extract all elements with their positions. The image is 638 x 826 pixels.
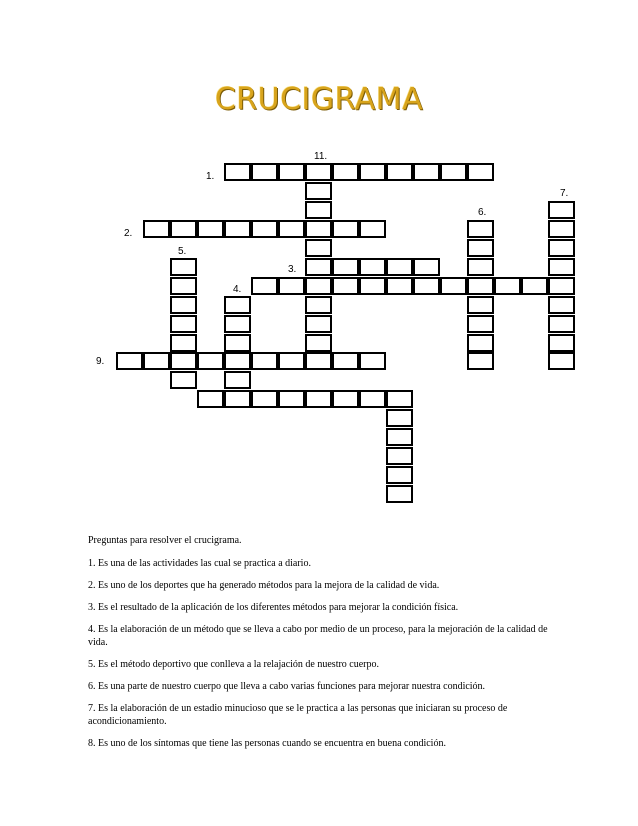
question-4: 4. Es la elaboración de un método que se lleva a cabo por medio de un proceso, para la mejoración de la calidad de vida. bbox=[88, 624, 548, 648]
clue-number-2: 2. bbox=[124, 228, 133, 239]
crossword-cell[interactable] bbox=[305, 352, 332, 370]
crossword-cell[interactable] bbox=[116, 352, 143, 370]
crossword-cell[interactable] bbox=[359, 220, 386, 238]
crossword-cell[interactable] bbox=[386, 485, 413, 503]
crossword-cell[interactable] bbox=[251, 390, 278, 408]
crossword-cell[interactable] bbox=[467, 220, 494, 238]
crossword-cell[interactable] bbox=[467, 352, 494, 370]
crossword-cell[interactable] bbox=[170, 296, 197, 314]
crossword-cell[interactable] bbox=[278, 163, 305, 181]
crossword-cell[interactable] bbox=[170, 315, 197, 333]
clue-number-3: 3. bbox=[288, 264, 297, 275]
crossword-cell[interactable] bbox=[467, 334, 494, 352]
crossword-cell[interactable] bbox=[305, 258, 332, 276]
questions-heading: Preguntas para resolver el crucigrama. bbox=[88, 535, 242, 546]
crossword-cell[interactable] bbox=[548, 334, 575, 352]
question-5: 5. Es el método deportivo que conlleva a la relajación de nuestro cuerpo. bbox=[88, 659, 380, 670]
clue-number-4: 4. bbox=[233, 284, 242, 295]
crossword-cell[interactable] bbox=[305, 201, 332, 219]
question-2: 2. Es uno de los deportes que ha generado métodos para la mejora de la calidad de vida. bbox=[88, 580, 440, 591]
crossword-cell[interactable] bbox=[386, 447, 413, 465]
crossword-cell[interactable] bbox=[359, 258, 386, 276]
crossword-cell[interactable] bbox=[197, 352, 224, 370]
crossword-cell[interactable] bbox=[386, 163, 413, 181]
crossword-cell[interactable] bbox=[548, 352, 575, 370]
clue-number-9: 9. bbox=[96, 356, 105, 367]
crossword-cell[interactable] bbox=[332, 220, 359, 238]
crossword-cell[interactable] bbox=[413, 258, 440, 276]
crossword-cell[interactable] bbox=[359, 277, 386, 295]
question-7: 7. Es la elaboración de un estadio minucioso que se le practica a las personas que iniciaran su proceso de acondicionamiento. bbox=[88, 703, 508, 727]
crossword-cell[interactable] bbox=[467, 315, 494, 333]
crossword-cell[interactable] bbox=[170, 277, 197, 295]
crossword-cell[interactable] bbox=[332, 258, 359, 276]
crossword-cell[interactable] bbox=[332, 352, 359, 370]
crossword-cell[interactable] bbox=[359, 352, 386, 370]
crossword-cell[interactable] bbox=[386, 390, 413, 408]
crossword-cell[interactable] bbox=[440, 163, 467, 181]
crossword-cell[interactable] bbox=[548, 239, 575, 257]
page-title: CRUCIGRAMA bbox=[214, 82, 424, 117]
questions-section bbox=[88, 534, 548, 759]
crossword-cell[interactable] bbox=[224, 315, 251, 333]
question-6: 6. Es una parte de nuestro cuerpo que lleva a cabo varias funciones para mejorar nuestra condición. bbox=[88, 681, 486, 692]
crossword-cell[interactable] bbox=[251, 220, 278, 238]
crossword-cell[interactable] bbox=[170, 352, 197, 370]
crossword-cell[interactable] bbox=[305, 315, 332, 333]
crossword-cell[interactable] bbox=[467, 239, 494, 257]
crossword-cell[interactable] bbox=[386, 277, 413, 295]
clue-number-1: 1. bbox=[206, 171, 215, 182]
crossword-cell[interactable] bbox=[521, 277, 548, 295]
crossword-cell[interactable] bbox=[413, 277, 440, 295]
crossword-cell[interactable] bbox=[386, 409, 413, 427]
crossword-cell[interactable] bbox=[305, 239, 332, 257]
crossword-cell[interactable] bbox=[224, 220, 251, 238]
crossword-cell[interactable] bbox=[332, 390, 359, 408]
crossword-cell[interactable] bbox=[413, 163, 440, 181]
crossword-cell[interactable] bbox=[467, 163, 494, 181]
crossword-cell[interactable] bbox=[224, 352, 251, 370]
crossword-cell[interactable] bbox=[386, 466, 413, 484]
crossword-cell[interactable] bbox=[170, 258, 197, 276]
crossword-cell[interactable] bbox=[305, 277, 332, 295]
question-1: 1. Es una de las actividades las cual se practica a diario. bbox=[88, 558, 311, 569]
crossword-cell[interactable] bbox=[224, 163, 251, 181]
crossword-cell[interactable] bbox=[440, 277, 467, 295]
crossword-cell[interactable] bbox=[224, 371, 251, 389]
crossword-cell[interactable] bbox=[467, 296, 494, 314]
crossword-cell[interactable] bbox=[332, 163, 359, 181]
crossword-cell[interactable] bbox=[278, 220, 305, 238]
clue-number-11: 11. bbox=[314, 151, 328, 162]
crossword-cell[interactable] bbox=[386, 428, 413, 446]
crossword-cell[interactable] bbox=[548, 296, 575, 314]
crossword-cell[interactable] bbox=[548, 258, 575, 276]
clue-number-5: 5. bbox=[178, 246, 187, 257]
question-3: 3. Es el resultado de la aplicación de los diferentes métodos para mejorar la condición física. bbox=[88, 602, 459, 613]
crossword-cell[interactable] bbox=[278, 352, 305, 370]
crossword-cell[interactable] bbox=[197, 220, 224, 238]
crossword-cell[interactable] bbox=[548, 220, 575, 238]
crossword-cell[interactable] bbox=[305, 163, 332, 181]
crossword-cell[interactable] bbox=[143, 220, 170, 238]
crossword-cell[interactable] bbox=[170, 220, 197, 238]
crossword-cell[interactable] bbox=[305, 334, 332, 352]
crossword-cell[interactable] bbox=[305, 182, 332, 200]
crossword-cell[interactable] bbox=[548, 277, 575, 295]
crossword-cell[interactable] bbox=[386, 258, 413, 276]
crossword-cell[interactable] bbox=[251, 352, 278, 370]
crossword-cell[interactable] bbox=[251, 277, 278, 295]
crossword-cell[interactable] bbox=[278, 390, 305, 408]
crossword-cell[interactable] bbox=[224, 390, 251, 408]
crossword-cell[interactable] bbox=[467, 258, 494, 276]
crossword-cell[interactable] bbox=[359, 163, 386, 181]
crossword-cell[interactable] bbox=[548, 315, 575, 333]
crossword-cell[interactable] bbox=[305, 296, 332, 314]
crossword-cell[interactable] bbox=[170, 334, 197, 352]
crossword-cell[interactable] bbox=[197, 390, 224, 408]
crossword-cell[interactable] bbox=[494, 277, 521, 295]
crossword-cell[interactable] bbox=[278, 277, 305, 295]
crossword-cell[interactable] bbox=[224, 334, 251, 352]
crossword-cell[interactable] bbox=[467, 277, 494, 295]
crossword-cell[interactable] bbox=[305, 390, 332, 408]
question-8: 8. Es uno de los síntomas que tiene las personas cuando se encuentra en buena condición. bbox=[88, 738, 446, 749]
crossword-cell[interactable] bbox=[224, 296, 251, 314]
crossword-cell[interactable] bbox=[251, 163, 278, 181]
clue-number-7: 7. bbox=[560, 188, 569, 199]
clue-number-6: 6. bbox=[478, 207, 487, 218]
crossword-cell[interactable] bbox=[170, 371, 197, 389]
crossword-cell[interactable] bbox=[359, 390, 386, 408]
crossword-cell[interactable] bbox=[305, 220, 332, 238]
crossword-cell[interactable] bbox=[332, 277, 359, 295]
crossword-cell[interactable] bbox=[548, 201, 575, 219]
crossword-cell[interactable] bbox=[143, 352, 170, 370]
